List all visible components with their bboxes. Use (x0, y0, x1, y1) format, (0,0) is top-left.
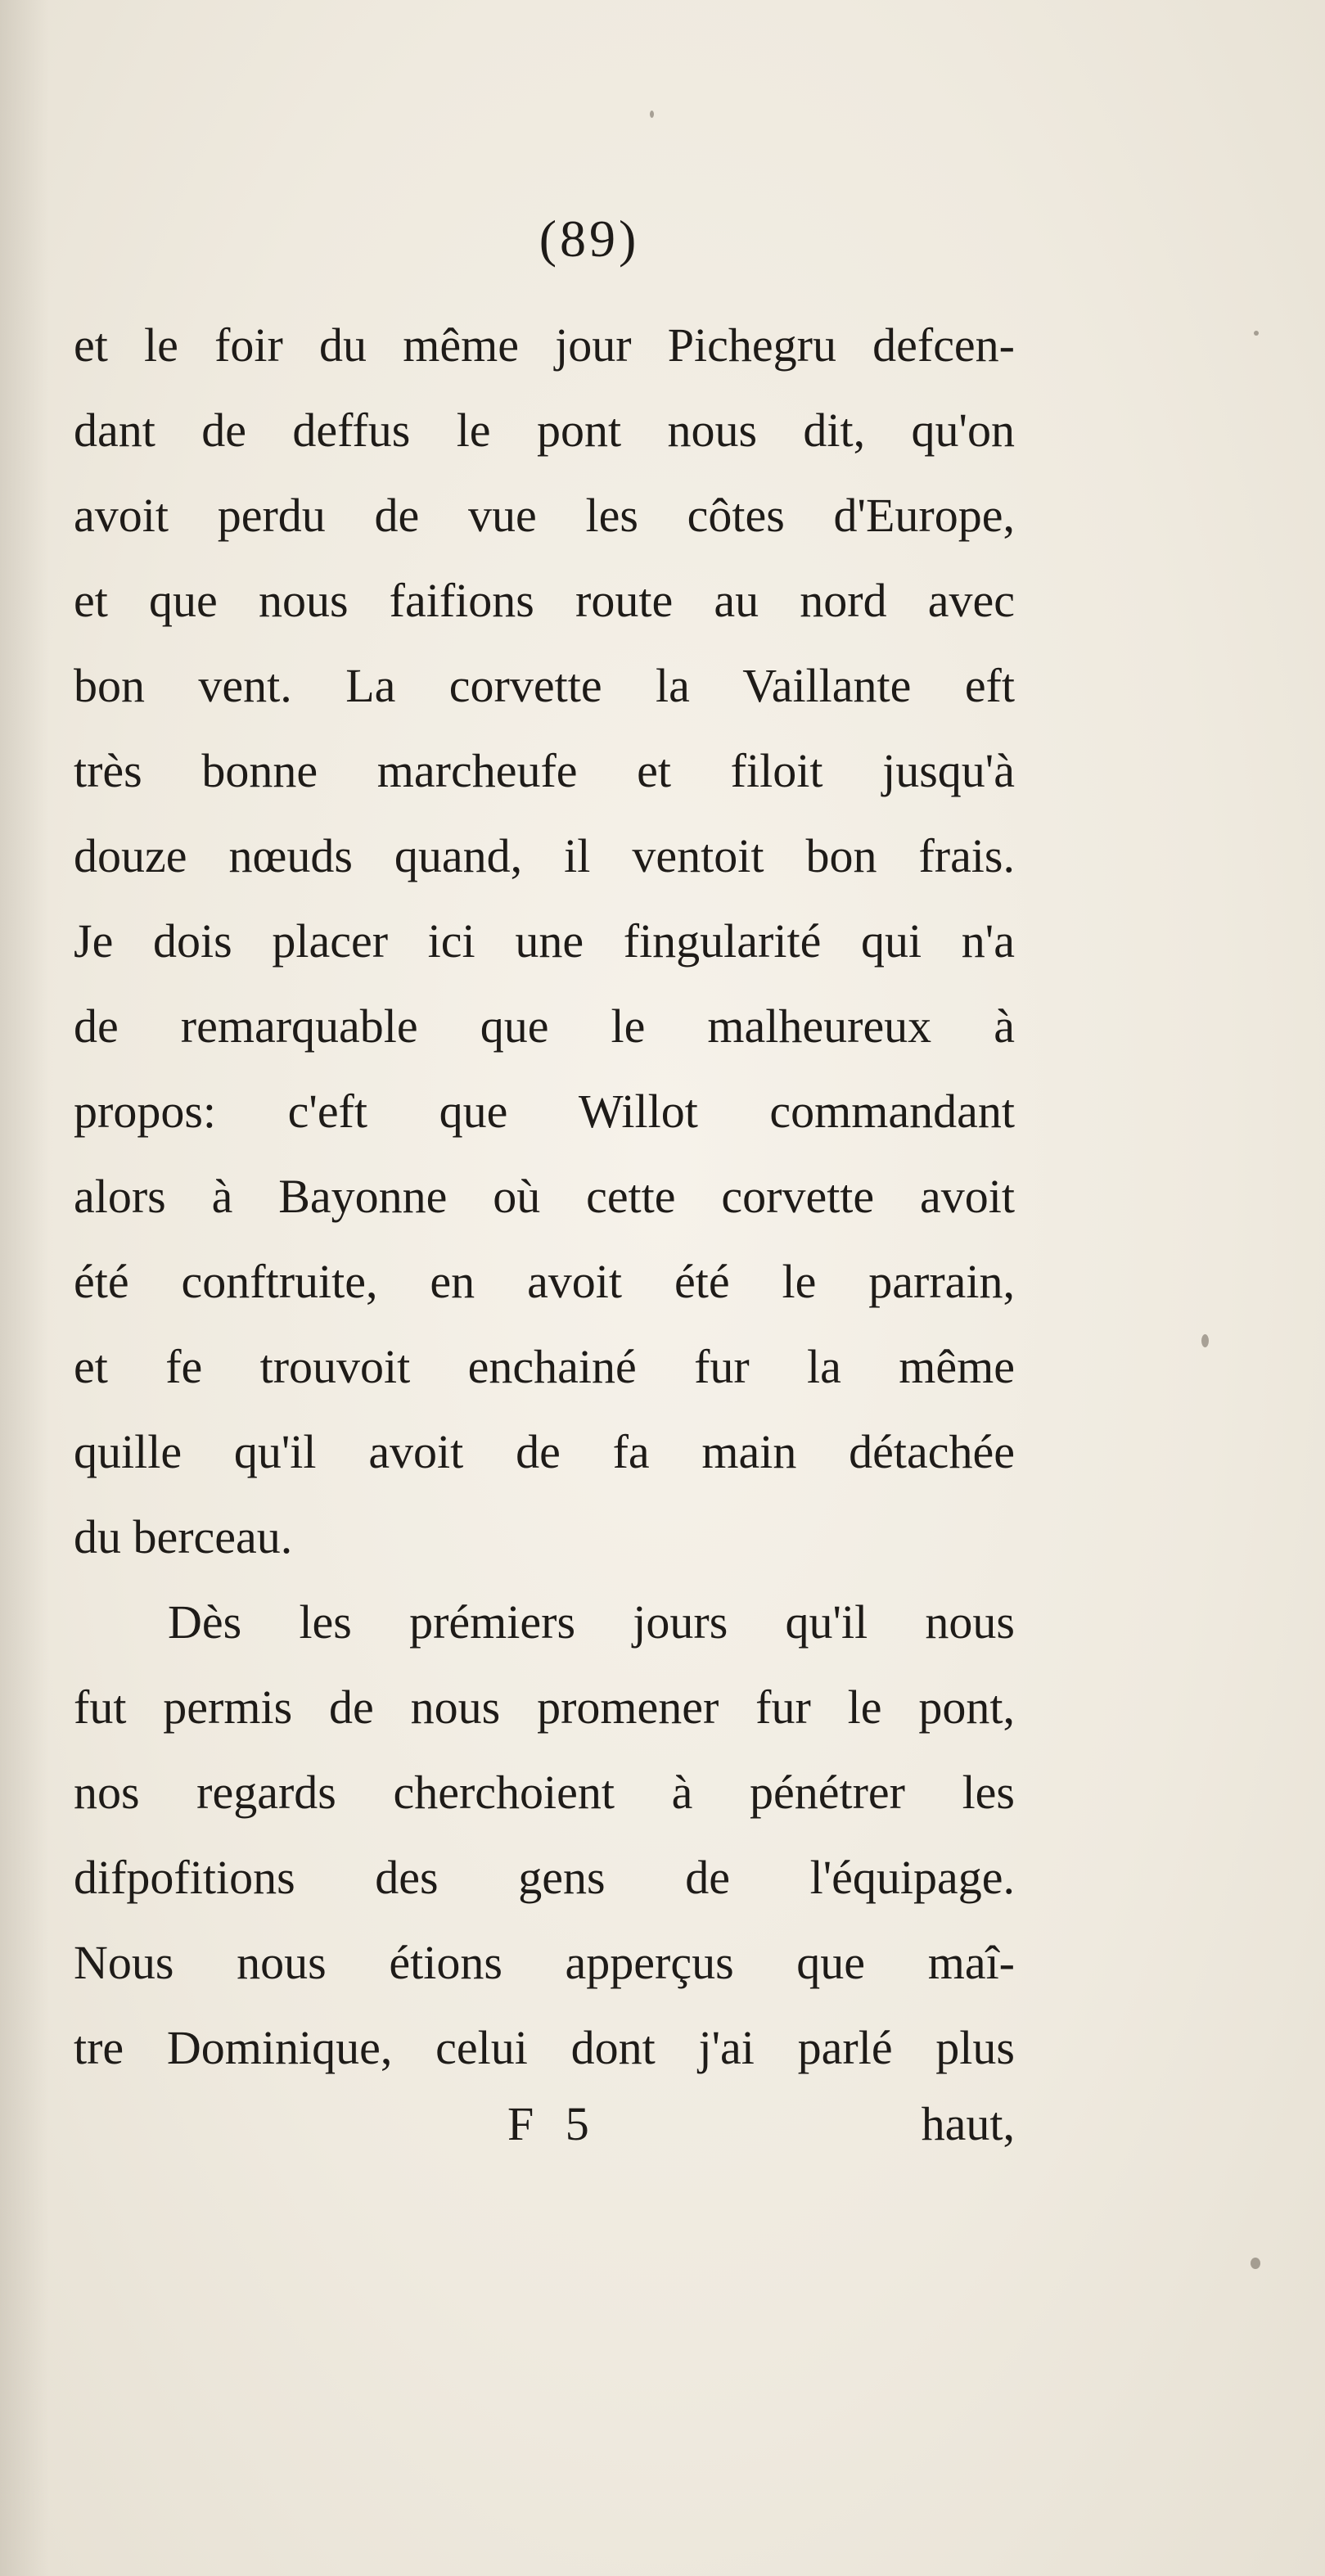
text-line: tre Dominique, celui dont j'ai parlé plus (74, 2021, 1015, 2074)
text-line: dant de deffus le pont nous dit, qu'on (74, 404, 1015, 457)
text-line: bon vent. La corvette la Vaillante eft (74, 659, 1015, 712)
text-line: Nous nous étions apperçus que maî- (74, 1936, 1015, 1989)
ink-speck (1251, 2258, 1260, 2269)
text-line: été conftruite, en avoit été le parrain, (74, 1255, 1015, 1308)
text-line: Dès les prémiers jours qu'il nous (168, 1595, 1015, 1649)
page-gutter-shadow (0, 0, 49, 2576)
text-line: très bonne marcheufe et filoit jusqu'à (74, 744, 1015, 797)
text-line: avoit perdu de vue les côtes d'Europe, (74, 489, 1015, 542)
text-line: Je dois placer ici une fingularité qui n'a (74, 914, 1015, 968)
page-number: (89) (539, 210, 640, 268)
text-line: et que nous faifions route au nord avec (74, 574, 1015, 627)
text-line: du berceau. (74, 1510, 293, 1563)
text-line: nos regards cherchoient à pénétrer les (74, 1766, 1015, 1819)
text-line: et fe trouvoit enchainé fur la même (74, 1340, 1015, 1393)
text-line: fut permis de nous promener fur le pont, (74, 1680, 1015, 1734)
ink-speck (1254, 331, 1259, 336)
ink-speck (1201, 1334, 1209, 1347)
signature-mark: F 5 (507, 2097, 599, 2150)
catchword: haut, (921, 2097, 1015, 2150)
text-line: douze nœuds quand, il ventoit bon frais. (74, 829, 1015, 882)
page-footer (74, 2083, 1015, 2165)
text-line: de remarquable que le malheureux à (74, 999, 1015, 1053)
ink-speck (650, 111, 654, 118)
text-line: et le foir du même jour Pichegru defcen- (74, 318, 1015, 372)
text-line: alors à Bayonne où cette corvette avoit (74, 1170, 1015, 1223)
text-line: difpofitions des gens de l'équipage. (74, 1851, 1015, 1904)
text-line: propos: c'eft que Willot commandant (74, 1085, 1015, 1138)
text-line: quille qu'il avoit de fa main détachée (74, 1425, 1015, 1478)
